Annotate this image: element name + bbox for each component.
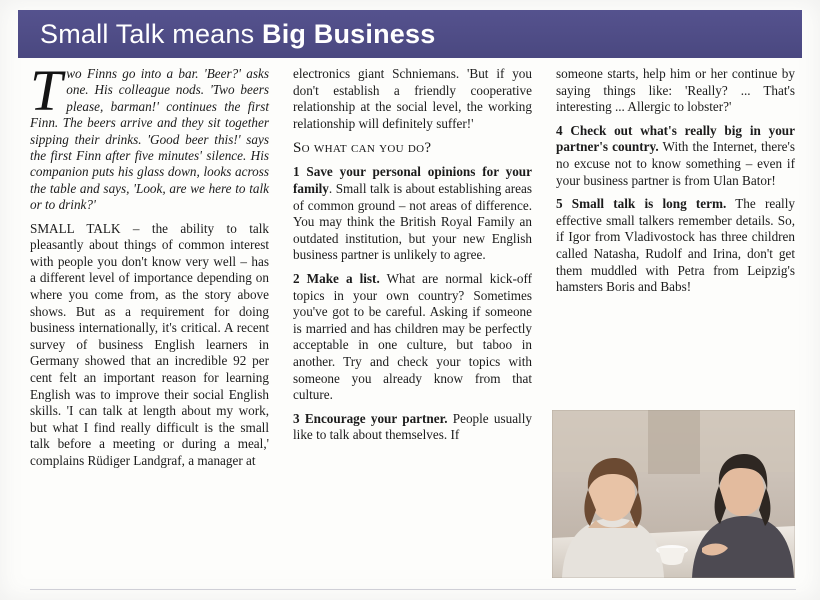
tip-item-5-lead: 5 Small talk is long term. [556,196,727,212]
tip-item-5-body: The really effective small talkers remember details. So, if Igor from Vladivostock has three children called Natasha, Rudolf and Irina, don't get them muddled with Petra from Leipzig's hamsters Boris and Babs! [556,196,795,295]
tip-item-2-lead: 2 Make a list. [293,270,380,286]
page-title [40,18,435,50]
column-two [293,66,532,582]
tip-item-3 [293,411,532,444]
page-title-part2: means [164,19,262,49]
tip-item-1-body: . Small talk is about establishing areas of common ground – not areas of difference. You may think the British Royal Family an outdated institution, but your new English business partner is unlikely to agree. [293,180,532,263]
article-columns [30,58,796,582]
column-one-paragraph-two: SMALL TALK – the ability to talk pleasantly about things of common interest with people you don't know very well – has a different level of importance depending on where you come from, as the story above shows. But as a requirement for doing business internationally, it's critical. A recent survey of business English learners in Germany showed that an incredible 92 per cent felt an important reason for learning English was to improve their social English skills. 'I can talk at length about my work, but what I find really difficult is the small talk before a meeting or during a meal,' complains Rüdiger Landgraf, a manager at [30,220,269,468]
tip-item-2 [293,271,532,404]
section-subheading: So what can you do? [293,140,432,157]
footer-divider [30,589,796,590]
column-three [556,66,795,582]
article-header-band [18,10,802,58]
article-photo [552,410,795,578]
tip-item-3-lead: 3 Encourage your partner. [293,410,448,426]
tip-item-2-body: What are normal kick-off topics in your own country? Sometimes you've got to be careful. Asking if someone is married and has children may be perfectly acceptable in one culture, but taboo in another. Try and check your topics with someone you already know from that culture. [293,270,532,403]
column-one [30,58,269,582]
page-title-part1: Small Talk [40,19,165,49]
intro-paragraph [30,58,269,214]
tip-item-3-body: People usually like to talk about themselves. If [293,410,532,443]
drop-cap: T [30,58,63,123]
tip-item-1-lead: 1 Save your personal opinions for your family [293,164,532,196]
page-title-part3: Big Business [262,19,436,49]
tip-item-1 [293,164,532,264]
column-three-paragraph-one: someone starts, help him or her continue by saying things like: 'Really? ... That's interesting ... Allergic to lobster?' [556,66,795,115]
photo-illustration [552,410,795,578]
tip-item-4-lead: 4 Check out what's really big in your partner's country. [556,122,795,155]
tip-item-5 [556,196,795,296]
tip-item-4-body: With the Internet, there's no excuse not to know something – even if your business partner is from Ulan Bator! [556,139,795,188]
intro-paragraph-text: wo Finns go into a bar. 'Beer?' asks one. His colleague nods. 'Two beers please, barman!' continues the first Finn. The beers arrive and they sit together sipping their drinks. 'Good beer this!' says the first Finn after five minutes' silence. His companion puts his glass down, looks across the table and says, 'Look, are we here to talk or to drink?' [30,66,269,213]
tip-item-4 [556,123,795,189]
column-two-paragraph-one: electronics giant Schniemans. 'But if you don't establish a friendly cooperative relationship at the social level, the working relationship will definitely suffer!' [293,66,532,131]
